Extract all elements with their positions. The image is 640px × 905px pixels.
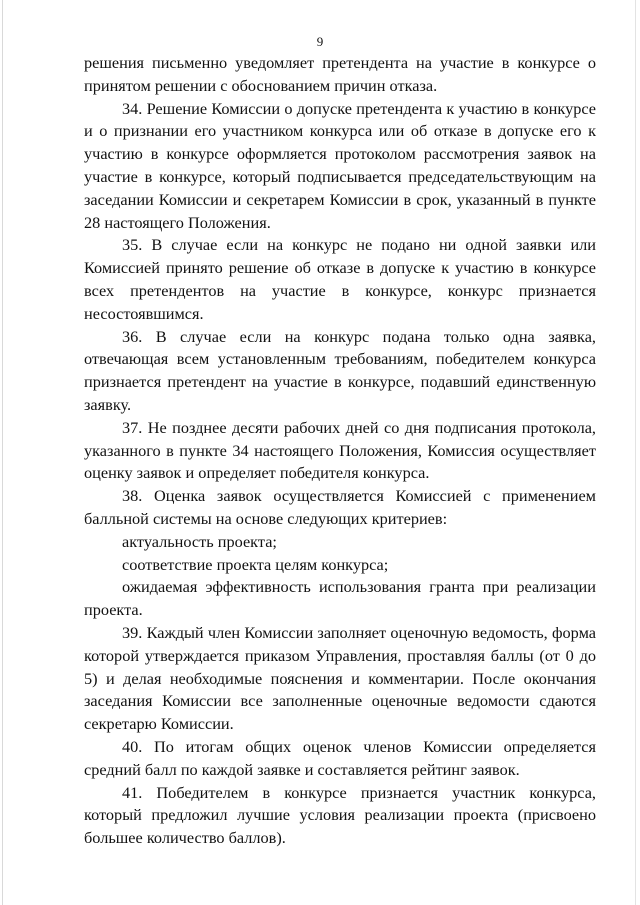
criteria-item-goal-match: соответствие проекта целям конкурса; [122, 554, 389, 574]
paragraph-39: 39. Каждый член Комиссии заполняет оценочную ведомость, форма которой утверждается приказом Управления, проставляя баллы (от 0 до 5) и делая необходимые пояснения и комментарии. После окончания заседания Комиссии все заполненные оценочные ведомости сдаются секретарю Комиссии. [84, 622, 596, 734]
criteria-item-relevance: актуальность проекта; [122, 531, 277, 551]
scan-edge-left [2, 0, 3, 905]
paragraph-34: 34. Решение Комиссии о допуске претендента к участию в конкурсе и о признании его участником конкурса или об отказе в допуске его к участию в конкурсе оформляется протоколом рассмотрения заявок на участие в конкурсе, который подписывается председательствующим на заседании Комиссии и секретарем Комиссии в срок, указанный в пункте 28 настоящего Положения. [84, 98, 596, 232]
paragraph-41: 41. Победителем в конкурсе признается участник конкурса, который предложил лучшие условия реализации проекта (присвоено большее количество баллов). [84, 782, 596, 848]
paragraph-38: 38. Оценка заявок осуществляется Комиссией с применением балльной системы на основе следующих критериев: [84, 486, 596, 528]
paragraph-37: 37. Не позднее десяти рабочих дней со дня подписания протокола, указанного в пункте 34 настоящего Положения, Комиссия осуществляет оценку заявок и определяет победителя конкурса. [84, 417, 596, 483]
paragraph-36: 36. В случае если на конкурс подана только одна заявка, отвечающая всем установленным требованиям, победителем конкурса признается претендент на участие в конкурсе, подавший единственную заявку. [84, 326, 596, 414]
page-number: 9 [316, 34, 324, 49]
document-body [84, 52, 596, 850]
paragraph-40: 40. По итогам общих оценок членов Комиссии определяется средний балл по каждой заявке и составляется рейтинг заявок. [84, 736, 596, 779]
scan-edge-right [635, 0, 636, 905]
paragraph-35: 35. В случае если на конкурс не подано ни одной заявки или Комиссией принято решение об отказе в допуске к участию в конкурсе всех претендентов на участие в конкурсе, конкурс признается несостоявшимся. [84, 235, 596, 323]
paragraph-continuation: решения письменно уведомляет претендента на участие в конкурсе о принятом решении с обоснованием причин отказа. [84, 53, 596, 95]
criteria-item-efficiency: ожидаемая эффективность использования гранта при реализации проекта. [84, 577, 596, 620]
